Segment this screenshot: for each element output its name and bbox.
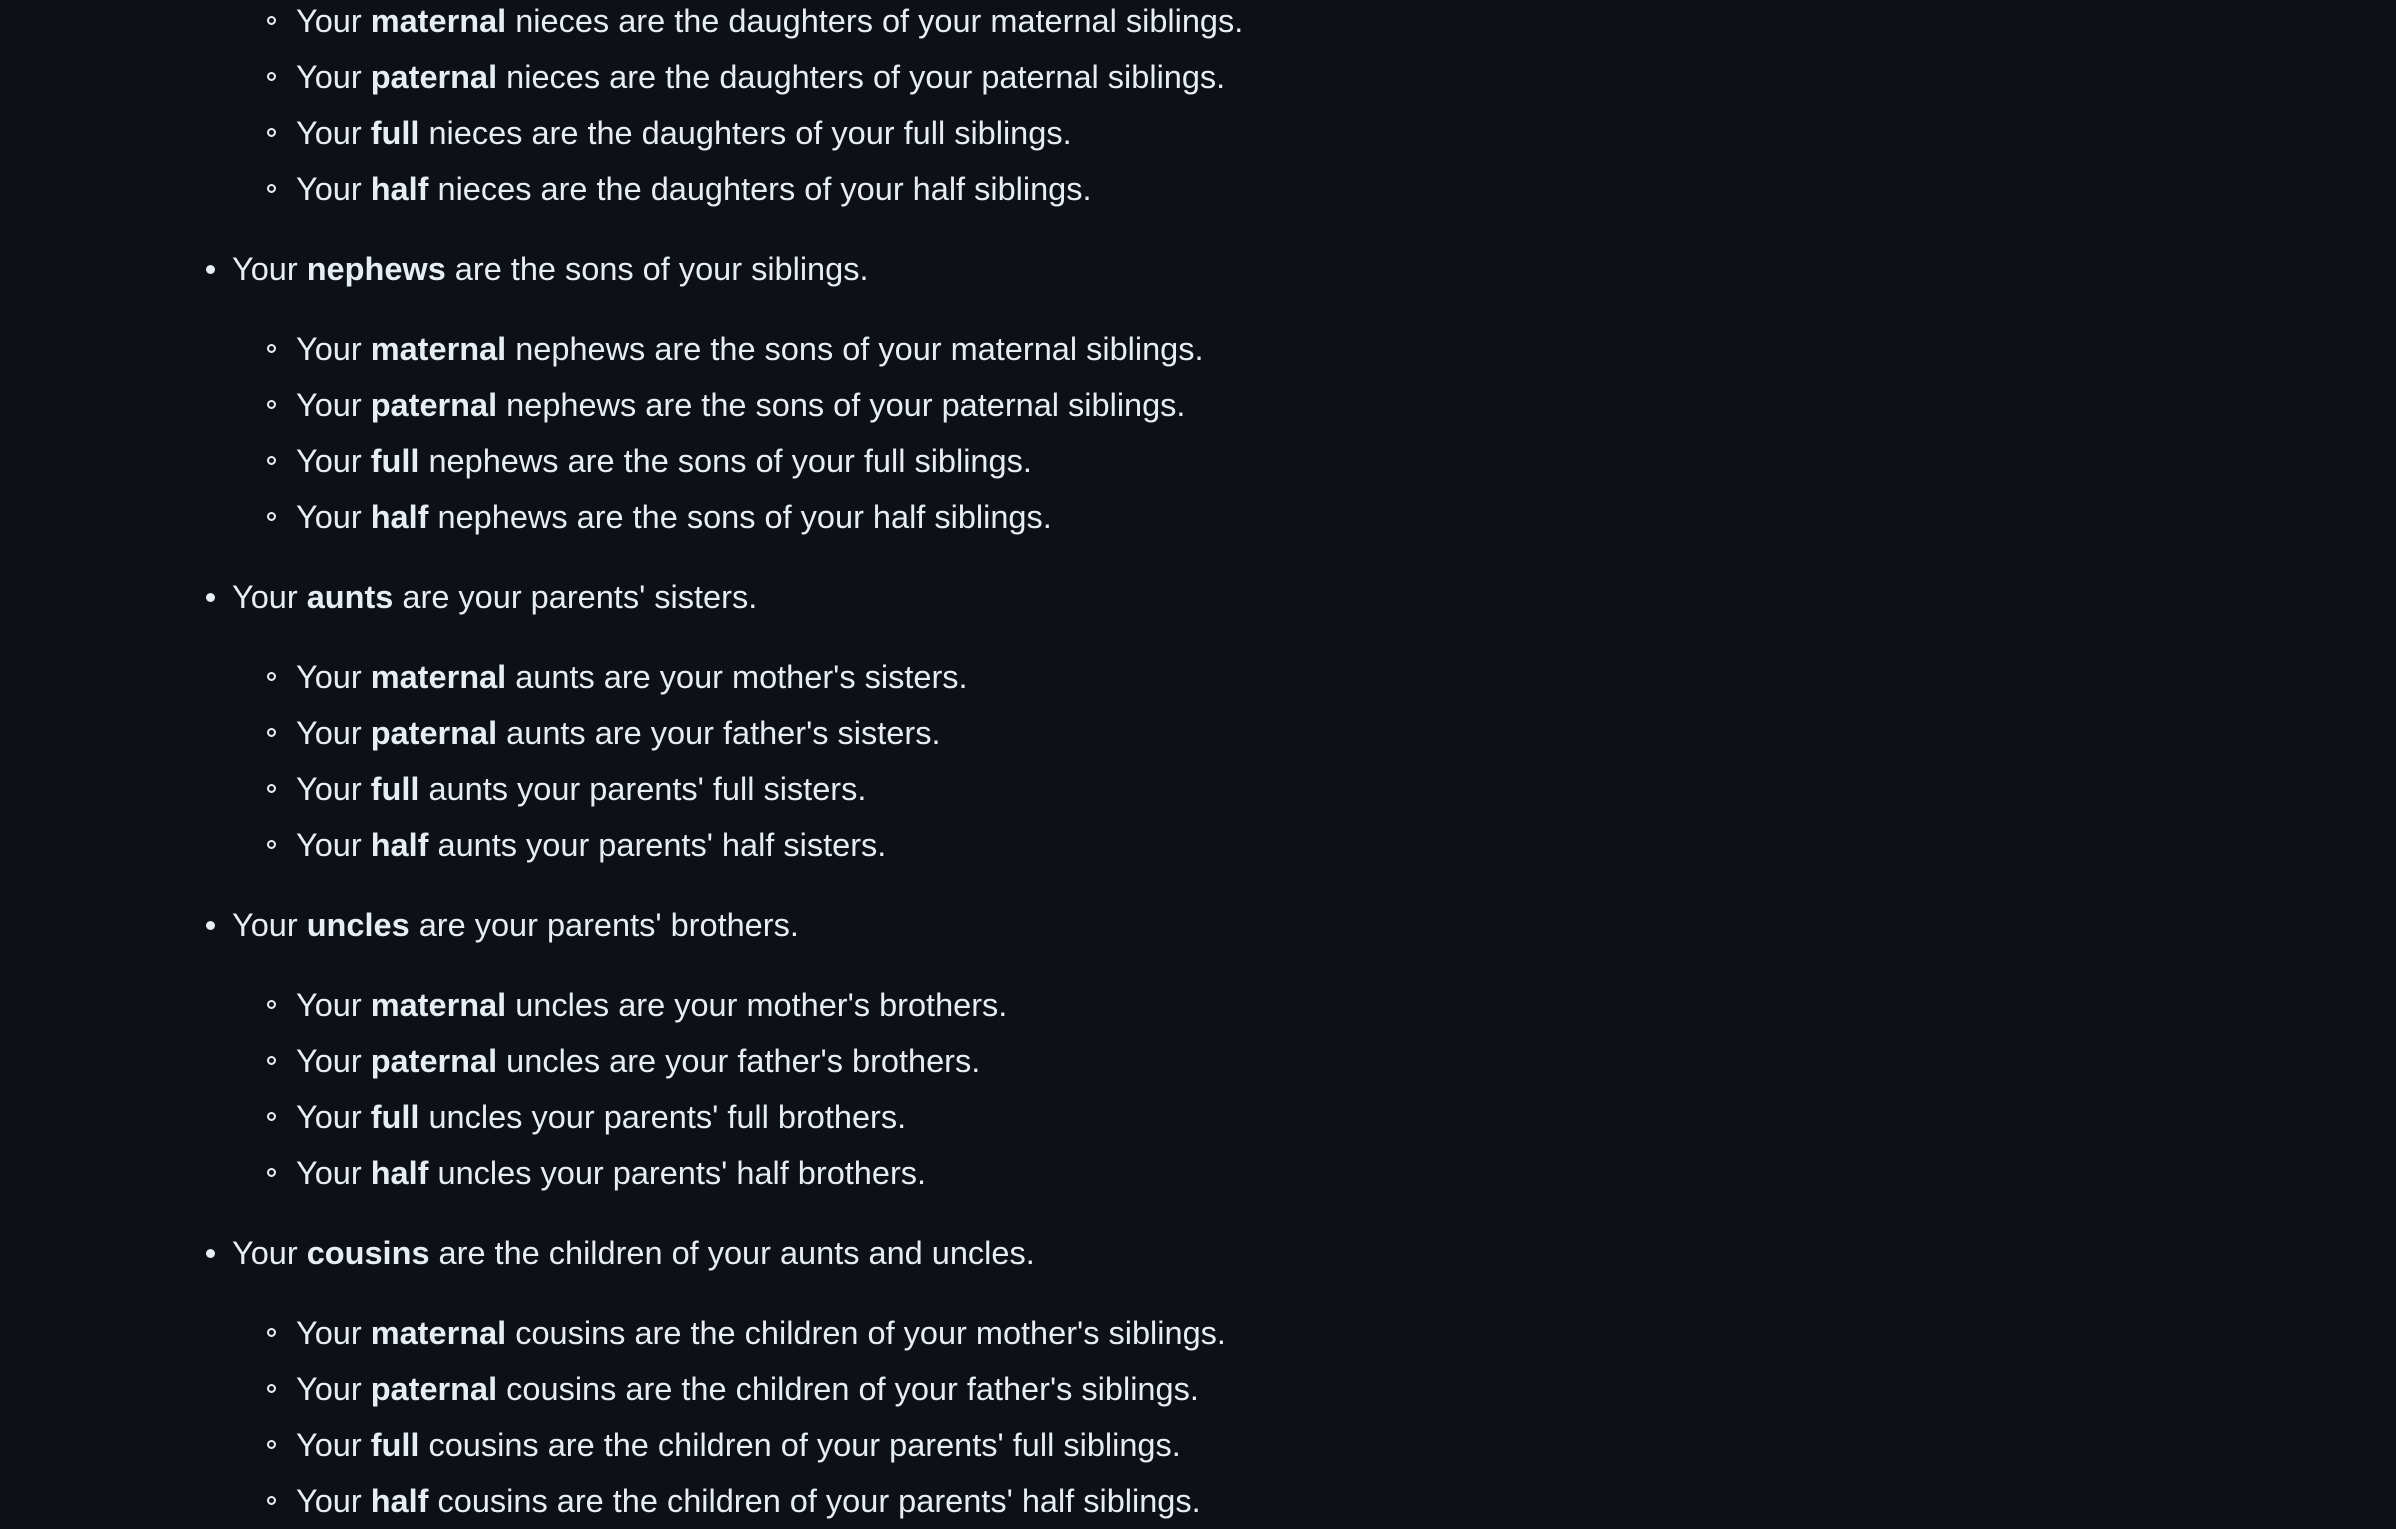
circle-bullet-icon: [267, 512, 276, 521]
circle-bullet-icon: [267, 344, 276, 353]
sub-list-item: Your full nephews are the sons of your full siblings.: [296, 433, 2396, 489]
nieces-sublist: [232, 0, 2396, 217]
disc-bullet-icon: [206, 593, 215, 602]
sub-list-item: Your paternal nieces are the daughters of your paternal siblings.: [296, 49, 2396, 105]
circle-bullet-icon: [267, 672, 276, 681]
sub-list-item: Your maternal nieces are the daughters of your maternal siblings.: [296, 0, 2396, 49]
group-heading: Your uncles are your parents' brothers.: [232, 897, 2396, 953]
circle-bullet-icon: [267, 1168, 276, 1177]
sub-list-item: Your full aunts your parents' full sisters.: [296, 761, 2396, 817]
circle-bullet-icon: [267, 1000, 276, 1009]
uncles-sublist: [232, 977, 2396, 1201]
circle-bullet-icon: [267, 1112, 276, 1121]
circle-bullet-icon: [267, 456, 276, 465]
sub-list-item: Your full uncles your parents' full brothers.: [296, 1089, 2396, 1145]
sub-list-item: Your paternal cousins are the children of your father's siblings.: [296, 1361, 2396, 1417]
circle-bullet-icon: [267, 1440, 276, 1449]
group-heading: Your cousins are the children of your aunts and uncles.: [232, 1225, 2396, 1281]
sub-list-item: Your half nephews are the sons of your half siblings.: [296, 489, 2396, 545]
circle-bullet-icon: [267, 784, 276, 793]
nephews-sublist: [232, 321, 2396, 545]
list-item-aunts: [232, 569, 2396, 873]
sub-list-item: Your half cousins are the children of your parents' half siblings.: [296, 1473, 2396, 1529]
group-heading: Your aunts are your parents' sisters.: [232, 569, 2396, 625]
circle-bullet-icon: [267, 16, 276, 25]
list-item-cousins: [232, 1225, 2396, 1529]
circle-bullet-icon: [267, 72, 276, 81]
circle-bullet-icon: [267, 400, 276, 409]
sub-list-item: Your maternal aunts are your mother's sisters.: [296, 649, 2396, 705]
sub-list-item: Your paternal aunts are your father's sisters.: [296, 705, 2396, 761]
group-heading: Your nephews are the sons of your siblings.: [232, 241, 2396, 297]
sub-list-item: Your half nieces are the daughters of your half siblings.: [296, 161, 2396, 217]
list-item-uncles: [232, 897, 2396, 1201]
sub-list-item: Your maternal uncles are your mother's brothers.: [296, 977, 2396, 1033]
aunts-sublist: [232, 649, 2396, 873]
circle-bullet-icon: [267, 1328, 276, 1337]
sub-list-item: Your paternal uncles are your father's brothers.: [296, 1033, 2396, 1089]
circle-bullet-icon: [267, 728, 276, 737]
list-item-nieces-continued: [232, 0, 2396, 217]
circle-bullet-icon: [267, 184, 276, 193]
sub-list-item: Your paternal nephews are the sons of your paternal siblings.: [296, 377, 2396, 433]
disc-bullet-icon: [206, 1249, 215, 1258]
sub-list-item: Your maternal cousins are the children of your mother's siblings.: [296, 1305, 2396, 1361]
circle-bullet-icon: [267, 840, 276, 849]
circle-bullet-icon: [267, 128, 276, 137]
sub-list-item: Your half uncles your parents' half brothers.: [296, 1145, 2396, 1201]
circle-bullet-icon: [267, 1384, 276, 1393]
list-item-nephews: [232, 241, 2396, 545]
sub-list-item: Your full cousins are the children of your parents' full siblings.: [296, 1417, 2396, 1473]
sub-list-item: Your half aunts your parents' half sisters.: [296, 817, 2396, 873]
disc-bullet-icon: [206, 265, 215, 274]
cousins-sublist: [232, 1305, 2396, 1529]
circle-bullet-icon: [267, 1496, 276, 1505]
circle-bullet-icon: [267, 1056, 276, 1065]
disc-bullet-icon: [206, 921, 215, 930]
sub-list-item: Your full nieces are the daughters of your full siblings.: [296, 105, 2396, 161]
sub-list-item: Your maternal nephews are the sons of your maternal siblings.: [296, 321, 2396, 377]
